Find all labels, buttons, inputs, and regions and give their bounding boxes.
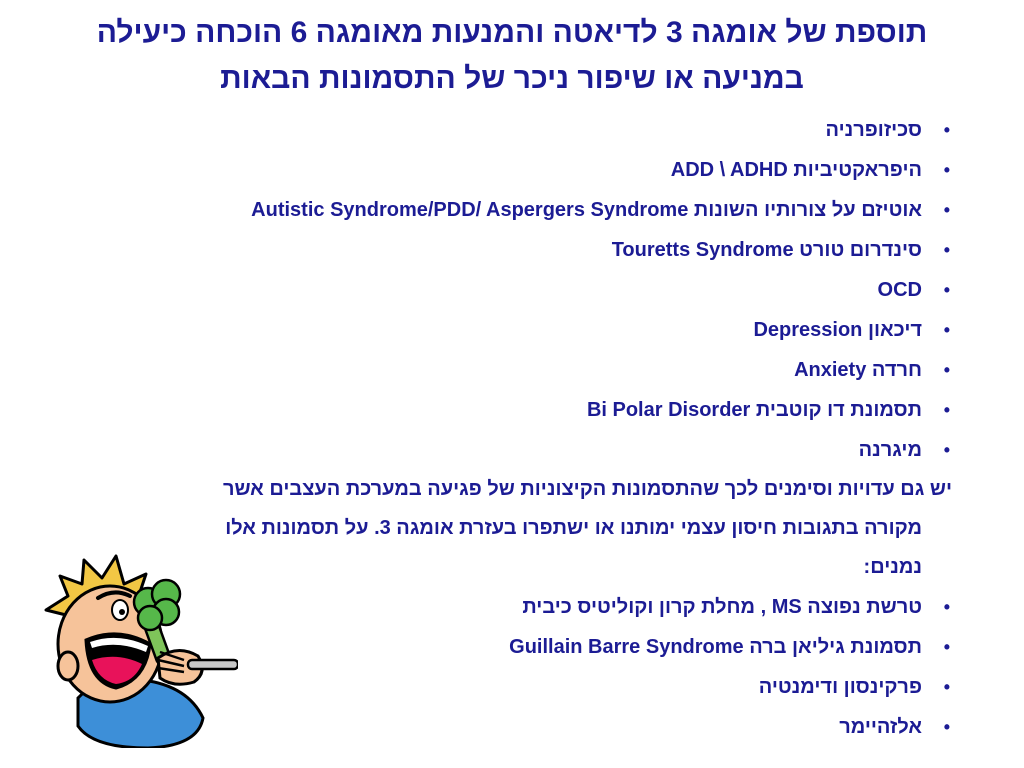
bullet-icon: • <box>943 677 950 697</box>
list-item-text: דיכאון Depression <box>753 319 922 341</box>
bullet-icon: • <box>943 717 950 737</box>
bullet-icon: • <box>943 597 950 617</box>
list-item <box>62 430 950 470</box>
list-item-text: סינדרום טורט Touretts Syndrome <box>611 239 922 261</box>
bullet-icon: • <box>943 280 950 300</box>
list-item <box>62 390 950 430</box>
list-item <box>62 110 950 150</box>
bullet-icon: • <box>943 400 950 420</box>
bullet-icon: • <box>943 160 950 180</box>
bullet-icon: • <box>943 360 950 380</box>
list-item <box>62 270 950 310</box>
syndrome-list <box>62 110 950 470</box>
list-item <box>62 150 950 190</box>
list-item-text: טרשת נפוצה MS , מחלת קרון וקוליטיס כיבית <box>522 596 922 618</box>
boy-eating-broccoli-icon <box>38 548 238 748</box>
list-item-text: אוטיזם על צורותיו השונות Autistic Syndrome/PDD/ Aspergers Syndrome <box>251 199 922 221</box>
list-item-text: תסמונת גיליאן ברה Guillain Barre Syndrome <box>509 636 922 658</box>
list-item-text: מיגרנה <box>858 439 922 461</box>
list-item <box>62 190 950 230</box>
bullet-icon: • <box>943 320 950 340</box>
paragraph-line-1: יש גם עדויות וסימנים לכך שהתסמונות הקיצוניות של פגיעה במערכת העצבים אשר <box>222 478 952 500</box>
title-line-1: תוספת של אומגה 3 לדיאטה והמנעות מאומגה 6 הוכחה כיעילה <box>96 16 928 49</box>
list-item-text: פרקינסון ודימנטיה <box>758 676 922 698</box>
list-item-text: היפראקטיביות ADD \ ADHD <box>670 159 922 181</box>
list-item-text: חרדה Anxiety <box>794 359 922 381</box>
paragraph-line-2: מקורה בתגובות חיסון עצמי ימותנו או ישתפרו בעזרת אומגה 3. על תסמונות אלו <box>225 517 922 539</box>
list-item-text: OCD <box>877 279 922 301</box>
list-item-text: סכיזופרניה <box>825 119 922 141</box>
list-item <box>62 310 950 350</box>
bullet-icon: • <box>943 440 950 460</box>
bullet-icon: • <box>943 200 950 220</box>
slide-title <box>60 10 964 102</box>
list-item <box>62 350 950 390</box>
list-item <box>62 230 950 270</box>
bullet-icon: • <box>943 120 950 140</box>
bullet-icon: • <box>943 637 950 657</box>
paragraph-line-3: נמנים: <box>863 556 922 578</box>
list-item-text: תסמונת דו קוטבית Bi Polar Disorder <box>586 399 922 421</box>
title-line-2: במניעה או שיפור ניכר של התסמונות הבאות <box>220 62 804 95</box>
bullet-icon: • <box>943 240 950 260</box>
list-item-text: אלזהיימר <box>839 716 922 738</box>
